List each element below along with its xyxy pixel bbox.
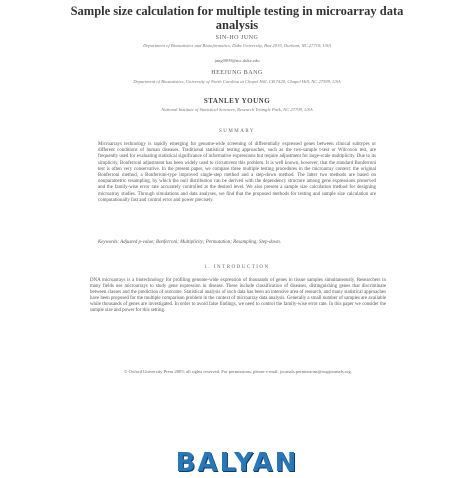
copyright-footnote: © Oxford University Press 2005; all rights reserved. For permissions, please e-mail: journals.permissions@oupjournals.org. bbox=[124, 369, 352, 374]
affiliation-3: National Institute of Statistical Sciences, Research Triangle Park, NC 27709, USA bbox=[161, 107, 313, 112]
keywords: Keywords: Adjusted p-value; Bonferroni; Multiplicity; Permutation; Resampling; Step-down. bbox=[98, 240, 281, 245]
author-3: STANLEY YOUNG bbox=[203, 97, 271, 105]
paper-title: Sample size calculation for multiple testing in microarray data analysis bbox=[70, 4, 404, 32]
author-email: jung0009@mc.duke.edu bbox=[214, 58, 260, 63]
abstract-text: Microarrays technology is rapidly emerging for genome-wide screening of differentially expressed genes between clinical subtypes or different conditions of human diseases. Traditional statistical testing approaches, such as the two-sample t-test or Wilcoxon test, are frequently used for evaluating statistical significance of informative expressions but require adjustment for large-scale multiplicity. Due to its simplicity, Bonferroni adjustment has been widely used to circumvent this problem. It is well known, however, that the standard Bonferroni test is often very conservative. In the present paper, we compare three multiple testing procedures in the microarray context: the original Bonferroni method, a Bonferroni-type improved single-step method and a step-down method. The latter two methods are based on nonparametric resampling, by which the null distribution can be derived with the dependency structure among gene expressions preserved and the family-wise error rate accurately controlled at the desired level. We also present a sample size calculation method for designing microarray studies. Through simulations and data analyses, we find that the proposed methods for testing and sample size calculation are computationally fast and control error and power precisely. bbox=[98, 142, 376, 203]
section-heading: 1. INTRODUCTION bbox=[204, 265, 270, 270]
affiliation-2: Department of Biostatistics, University of North Carolina at Chapel Hill, CB 7420, Chapel Hill, NC 27599, USA bbox=[133, 79, 341, 84]
author-1: SIN-HO JUNG bbox=[215, 35, 259, 41]
introduction-text: DNA microarrays is a biotechnology for profiling genome-wide expression of thousands of genes in tissue samples simultaneously. Researchers in many fields use microarrays to study gene expression in disease. These include classification of diseases, distinguishing genes that discriminate between classes and the prediction of outcome. Statistical analysis of such data has been an intensive area of research, and many statistical approaches have been proposed for the multiple comparison problem in the context of microarray data analysis. Generally a small number of samples are available while thousands of genes are investigated. In order to avoid false findings, we need to control the family-wise error rate. In this paper we consider the sample size and power for this setting. bbox=[90, 278, 386, 314]
abstract-heading: SUMMARY bbox=[218, 129, 256, 134]
author-2: HEEJUNG BANG bbox=[211, 70, 263, 76]
affiliation-1: Department of Biostatistics and Bioinformatics, Duke University, Box 2919, Durham, NC 27710, USA bbox=[143, 43, 331, 48]
watermark-logo: BALYAN bbox=[175, 448, 299, 478]
